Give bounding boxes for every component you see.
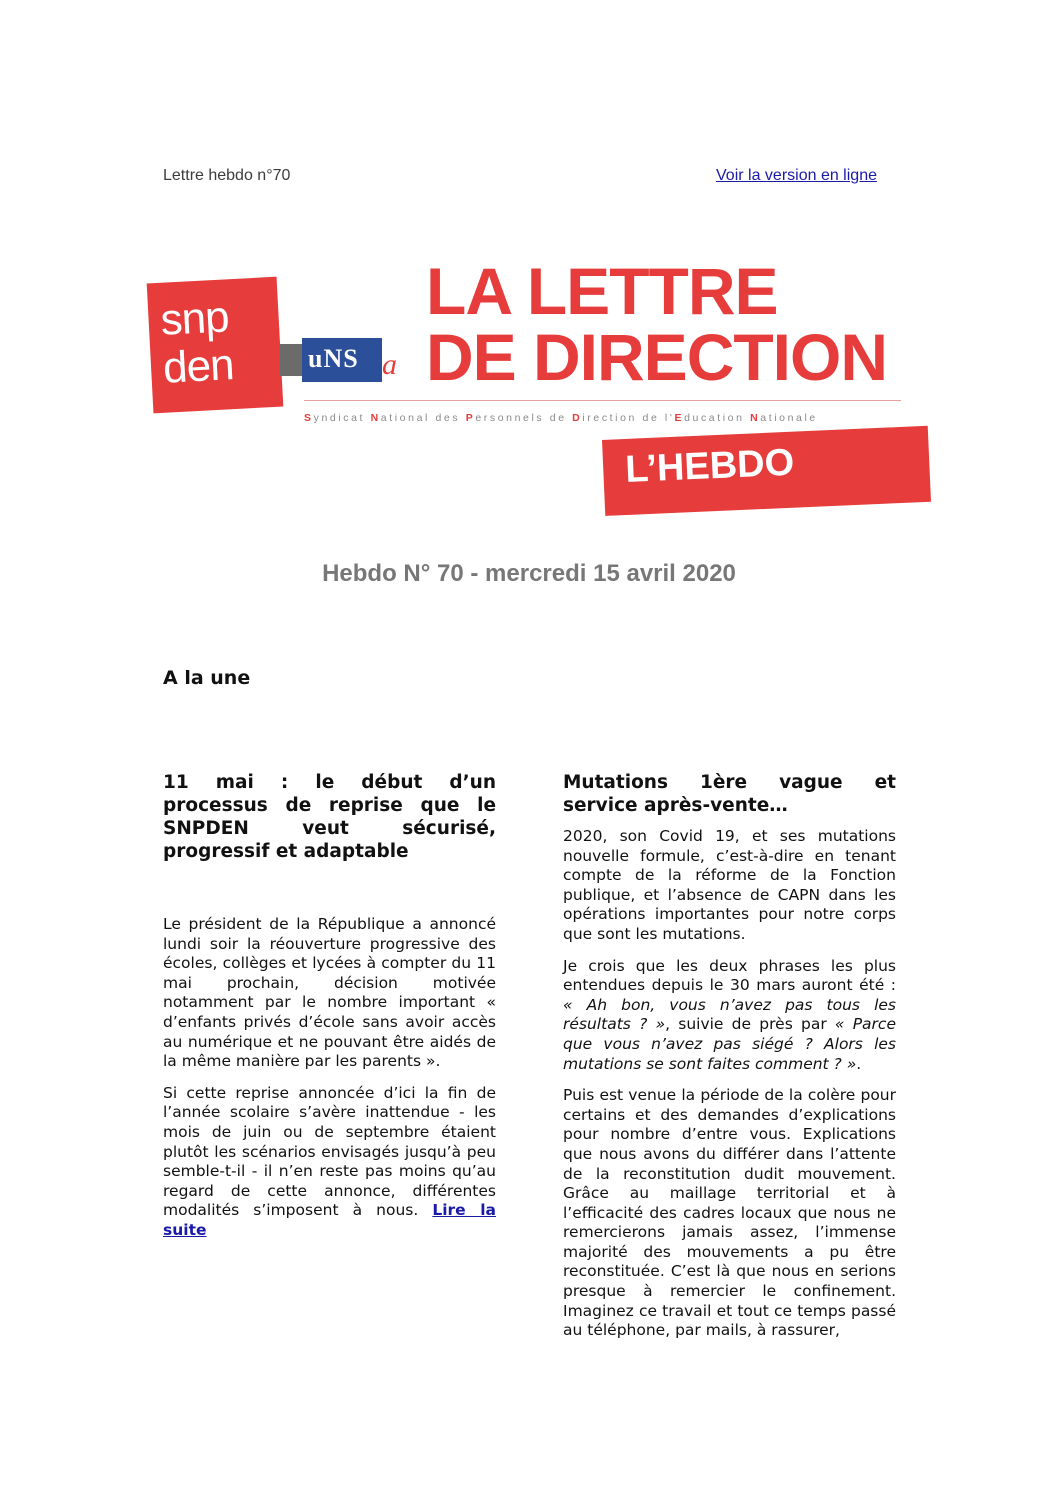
hebdo-banner-text: L’HEBDO bbox=[624, 441, 795, 491]
subtitle-initial: N bbox=[750, 412, 761, 424]
masthead-title-line-1: LA LETTRE bbox=[426, 254, 778, 328]
logo-line-1: snp bbox=[159, 292, 230, 345]
subtitle-word: ersonnels de bbox=[475, 412, 573, 424]
masthead-divider bbox=[304, 400, 901, 401]
snpden-logo bbox=[147, 277, 284, 414]
article-paragraph: Le président de la République a annoncé lundi soir la réouverture progressive des écoles, collèges et lycées à compter du 11 mai prochain, décision motivée notamment par le nombre important « d’enfants privés d’école sans avoir accès au numérique et ne pouvant être aidés de la même manière par les parents ». bbox=[163, 915, 496, 1071]
unsa-logo bbox=[280, 338, 398, 382]
article-paragraph bbox=[163, 1084, 496, 1241]
read-more-link[interactable]: Lire la suite bbox=[163, 1201, 496, 1239]
article-text: . bbox=[856, 1054, 862, 1073]
masthead-title-line-2: DE DIRECTION bbox=[426, 320, 888, 394]
article-title: 11 mai : le début d’un processus de reprise que le SNPDEN veut sécurisé, progressif et adaptable bbox=[163, 772, 496, 862]
article-paragraph bbox=[563, 957, 896, 1075]
article-paragraph: 2020, son Covid 19, et ses mutations nouvelle formule, c’est-à-dire en tenant compte de la réforme de la Fonction publique, et l’absence de CAPN dans les opérations importantes pour notre corps que sont les mutations. bbox=[563, 827, 896, 943]
article-text: , suivie de près par bbox=[665, 1015, 835, 1034]
article-text: Je crois que les deux phrases les plus entendues depuis le 30 mars auront été : bbox=[563, 956, 896, 995]
subtitle-initial: D bbox=[572, 412, 583, 424]
subtitle-word: irection de l' bbox=[582, 412, 675, 424]
logo-line-2: den bbox=[161, 340, 235, 393]
unsa-a: a bbox=[382, 348, 397, 381]
subtitle-word: ationale bbox=[760, 412, 818, 424]
subtitle-initial: E bbox=[674, 412, 685, 424]
article-left bbox=[163, 771, 496, 1241]
issue-label: Lettre hebdo n°70 bbox=[163, 167, 291, 184]
article-paragraph-text: Si cette reprise annoncée d’ici la fin de l’année scolaire s’avère inattendue - les mois de juin ou de septembre étaient plutôt les scénarios envisagés jusqu’à peu semble-t-il - il n’en reste pas moins qu’au regard de cette annonce, différentes modalités s’imposent à nous. bbox=[163, 1083, 496, 1220]
view-online-link[interactable]: Voir la version en ligne bbox=[716, 167, 877, 184]
article-title: Mutations 1ère vague et service après-vente… bbox=[563, 772, 896, 816]
article-right bbox=[563, 771, 896, 1341]
unsa-gray-block bbox=[280, 344, 302, 376]
subtitle-word: ducation bbox=[684, 412, 751, 424]
masthead-subtitle bbox=[304, 412, 914, 424]
article-quote: « Parce que vous n’avez pas siégé ? Alors les mutations se sont faites comment ? » bbox=[563, 1015, 896, 1073]
issue-heading: Hebdo N° 70 - mercredi 15 avril 2020 bbox=[322, 560, 736, 587]
subtitle-initial: P bbox=[465, 412, 476, 424]
article-paragraph: Puis est venue la période de la colère pour certains et des demandes d’explications pour nombre d’entre vous. Explications que nous avons du différer dans l’attente de la reconstitution dudit mouvement. Grâce au maillage territorial et à l’efficacité des cadres locaux que nous ne remercierons jamais assez, l’immense majorité des mouvements a pu être reconstituée. C’est là que nous en serions presque à remercier le confinement. Imaginez ce travail et tout ce temps passé au téléphone, par mails, à rassurer, bbox=[563, 1086, 896, 1340]
article-quote: « Ah bon, vous n’avez pas tous les résultats ? » bbox=[563, 995, 896, 1034]
hebdo-banner bbox=[602, 426, 931, 516]
subtitle-initial: S bbox=[304, 412, 314, 424]
unsa-word: uNS bbox=[308, 344, 359, 373]
section-title: A la une bbox=[163, 667, 251, 689]
subtitle-word: ational des bbox=[380, 412, 466, 424]
subtitle-word: yndicat bbox=[313, 412, 371, 424]
subtitle-initial: N bbox=[370, 412, 381, 424]
